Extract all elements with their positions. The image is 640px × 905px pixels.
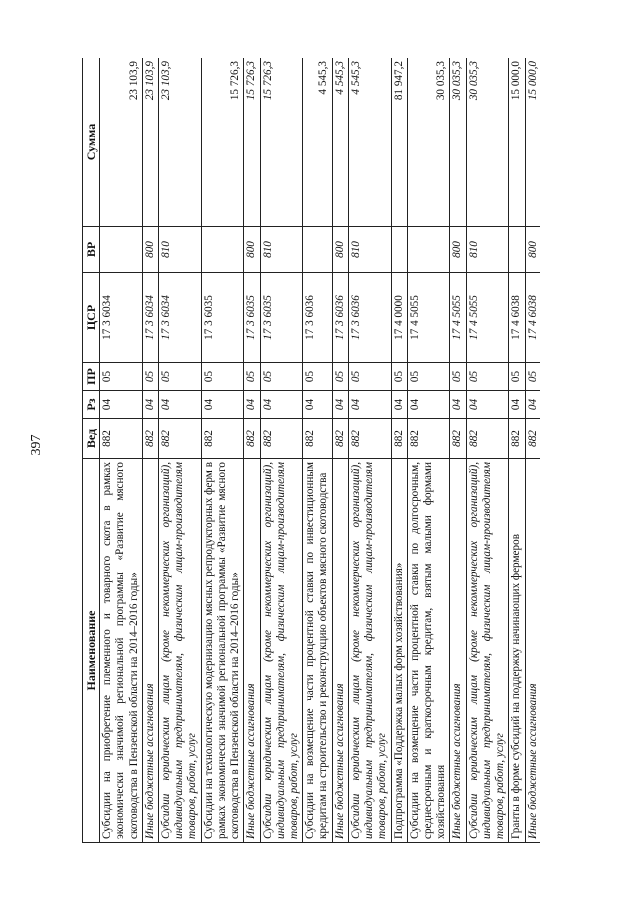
table-row	[201, 58, 244, 843]
cell-ved: 882	[244, 419, 260, 459]
cell-name: Иные бюджетные ассигнования	[244, 459, 260, 843]
header-sum: Сумма	[83, 58, 100, 227]
cell-sum: 30 035,3	[450, 58, 466, 227]
cell-rz: 04	[407, 391, 450, 419]
rotated-page-container	[82, 58, 540, 843]
cell-vr: 800	[244, 227, 260, 273]
table-row	[260, 58, 303, 843]
cell-pr: 05	[201, 363, 244, 391]
cell-sum: 23 103,9	[159, 58, 202, 227]
cell-sum: 15 000,0	[525, 58, 540, 227]
cell-csr: 17 3 6034	[142, 273, 158, 363]
cell-name: Субсидии на возмещение части процентной ставки по инвестиционным кредитам на строительство и реконструкцию объектов мясного скотоводства	[303, 459, 332, 843]
table-row	[244, 58, 260, 843]
cell-csr: 17 3 6035	[201, 273, 244, 363]
header-ved: Вед	[83, 419, 100, 459]
cell-ved: 882	[159, 419, 202, 459]
cell-vr: 800	[525, 227, 540, 273]
cell-name: Иные бюджетные ассигнования	[332, 459, 348, 843]
cell-ved: 882	[450, 419, 466, 459]
cell-csr: 17 4 5055	[466, 273, 509, 363]
cell-rz: 04	[100, 391, 143, 419]
table-row	[142, 58, 158, 843]
cell-name: Гранты в форме субсидий на поддержку начинающих фермеров	[509, 459, 525, 843]
cell-csr: 17 3 6034	[100, 273, 143, 363]
cell-csr: 17 3 6036	[332, 273, 348, 363]
table-body	[100, 58, 540, 843]
cell-ved: 882	[201, 419, 244, 459]
cell-pr: 05	[100, 363, 143, 391]
cell-ved: 882	[348, 419, 391, 459]
cell-sum: 4 545,3	[332, 58, 348, 227]
table-row	[332, 58, 348, 843]
header-rz: Рз	[83, 391, 100, 419]
cell-rz: 04	[332, 391, 348, 419]
cell-name: Субсидии на приобретение племенного и товарного скота в рамках экономически значимой региональной программы «Развитие мясного скотоводства в Пензенской области на 2014–2016 годы»	[100, 459, 143, 843]
cell-csr: 17 3 6035	[260, 273, 303, 363]
cell-vr: 800	[450, 227, 466, 273]
cell-sum: 30 035,3	[466, 58, 509, 227]
cell-name: Иные бюджетные ассигнования	[142, 459, 158, 843]
cell-name: Иные бюджетные ассигнования	[525, 459, 540, 843]
cell-vr: 810	[159, 227, 202, 273]
cell-vr: 800	[332, 227, 348, 273]
cell-pr: 05	[159, 363, 202, 391]
cell-rz: 04	[159, 391, 202, 419]
cell-vr	[303, 227, 332, 273]
cell-rz: 04	[509, 391, 525, 419]
header-vr: ВР	[83, 227, 100, 273]
cell-pr: 05	[244, 363, 260, 391]
cell-sum: 30 035,3	[407, 58, 450, 227]
table-row	[525, 58, 540, 843]
cell-csr: 17 3 6034	[159, 273, 202, 363]
table-row	[303, 58, 332, 843]
cell-pr: 05	[509, 363, 525, 391]
cell-vr	[509, 227, 525, 273]
cell-sum: 81 947,2	[391, 58, 407, 227]
cell-rz: 04	[525, 391, 540, 419]
cell-vr: 810	[466, 227, 509, 273]
table-row	[100, 58, 143, 843]
cell-sum: 15 726,3	[201, 58, 244, 227]
cell-pr: 05	[450, 363, 466, 391]
cell-pr: 05	[391, 363, 407, 391]
cell-vr	[201, 227, 244, 273]
cell-ved: 882	[303, 419, 332, 459]
cell-sum: 4 545,3	[348, 58, 391, 227]
cell-rz: 04	[142, 391, 158, 419]
cell-pr: 05	[332, 363, 348, 391]
cell-vr: 810	[348, 227, 391, 273]
cell-rz: 04	[466, 391, 509, 419]
cell-pr: 05	[407, 363, 450, 391]
cell-sum: 15 726,3	[260, 58, 303, 227]
cell-ved: 882	[142, 419, 158, 459]
cell-name: Субсидии юридическим лицам (кроме некоммерческих организаций), индивидуальным предпринимателям, физическим лицам-производителям товаров, работ, услуг	[159, 459, 202, 843]
cell-pr: 05	[303, 363, 332, 391]
cell-name: Субсидии юридическим лицам (кроме некоммерческих организаций), индивидуальным предпринимателям, физическим лицам-производителям товаров, работ, услуг	[466, 459, 509, 843]
cell-ved: 882	[525, 419, 540, 459]
cell-rz: 04	[348, 391, 391, 419]
rotated-table-wrapper	[82, 58, 540, 843]
cell-name: Субсидии на возмещение части процентной ставки по долгосрочным, среднесрочным и краткосрочным кредитам, взятым малыми формами хозяйствования	[407, 459, 450, 843]
header-csr: ЦСР	[83, 273, 100, 363]
cell-sum: 4 545,3	[303, 58, 332, 227]
cell-csr: 17 3 6036	[348, 273, 391, 363]
table-row	[391, 58, 407, 843]
cell-vr: 810	[260, 227, 303, 273]
header-pr: ПР	[83, 363, 100, 391]
cell-pr: 05	[348, 363, 391, 391]
cell-ved: 882	[332, 419, 348, 459]
table-row	[509, 58, 525, 843]
table-header-row	[83, 58, 100, 843]
header-name: Наименование	[83, 459, 100, 843]
page-number: 397	[29, 434, 44, 456]
cell-name: Подпрограмма «Поддержка малых форм хозяйствования»	[391, 459, 407, 843]
cell-csr: 17 3 6035	[244, 273, 260, 363]
cell-vr	[100, 227, 143, 273]
cell-vr	[407, 227, 450, 273]
cell-rz: 04	[260, 391, 303, 419]
cell-ved: 882	[391, 419, 407, 459]
budget-table	[82, 58, 540, 843]
cell-name: Субсидии юридическим лицам (кроме некоммерческих организаций), индивидуальным предпринимателям, физическим лицам-производителям товаров, работ, услуг	[348, 459, 391, 843]
cell-name: Субсидии на технологическую модернизацию мясных репродукторных ферм в рамках экономически значимой региональной программы «Развитие мясного скотоводства в Пензенской области на 2014–2016 годы»	[201, 459, 244, 843]
cell-csr: 17 3 6036	[303, 273, 332, 363]
cell-rz: 04	[303, 391, 332, 419]
table-row	[466, 58, 509, 843]
cell-rz: 04	[201, 391, 244, 419]
cell-csr: 17 4 5055	[407, 273, 450, 363]
table-row	[159, 58, 202, 843]
cell-pr: 05	[260, 363, 303, 391]
cell-sum: 15 726,3	[244, 58, 260, 227]
cell-pr: 05	[525, 363, 540, 391]
cell-name: Субсидии юридическим лицам (кроме некоммерческих организаций), индивидуальным предпринимателям, физическим лицам-производителям товаров, работ, услуг	[260, 459, 303, 843]
cell-ved: 882	[509, 419, 525, 459]
cell-name: Иные бюджетные ассигнования	[450, 459, 466, 843]
cell-vr	[391, 227, 407, 273]
cell-sum: 23 103,9	[142, 58, 158, 227]
cell-pr: 05	[466, 363, 509, 391]
cell-ved: 882	[466, 419, 509, 459]
cell-rz: 04	[244, 391, 260, 419]
cell-csr: 17 4 6038	[509, 273, 525, 363]
cell-csr: 17 4 5055	[450, 273, 466, 363]
cell-rz: 04	[391, 391, 407, 419]
cell-ved: 882	[260, 419, 303, 459]
table-row	[450, 58, 466, 843]
cell-csr: 17 4 6038	[525, 273, 540, 363]
cell-vr: 800	[142, 227, 158, 273]
table-row	[348, 58, 391, 843]
cell-csr: 17 4 0000	[391, 273, 407, 363]
cell-rz: 04	[450, 391, 466, 419]
table-row	[407, 58, 450, 843]
cell-pr: 05	[142, 363, 158, 391]
cell-ved: 882	[407, 419, 450, 459]
cell-sum: 23 103,9	[100, 58, 143, 227]
cell-ved: 882	[100, 419, 143, 459]
cell-sum: 15 000,0	[509, 58, 525, 227]
